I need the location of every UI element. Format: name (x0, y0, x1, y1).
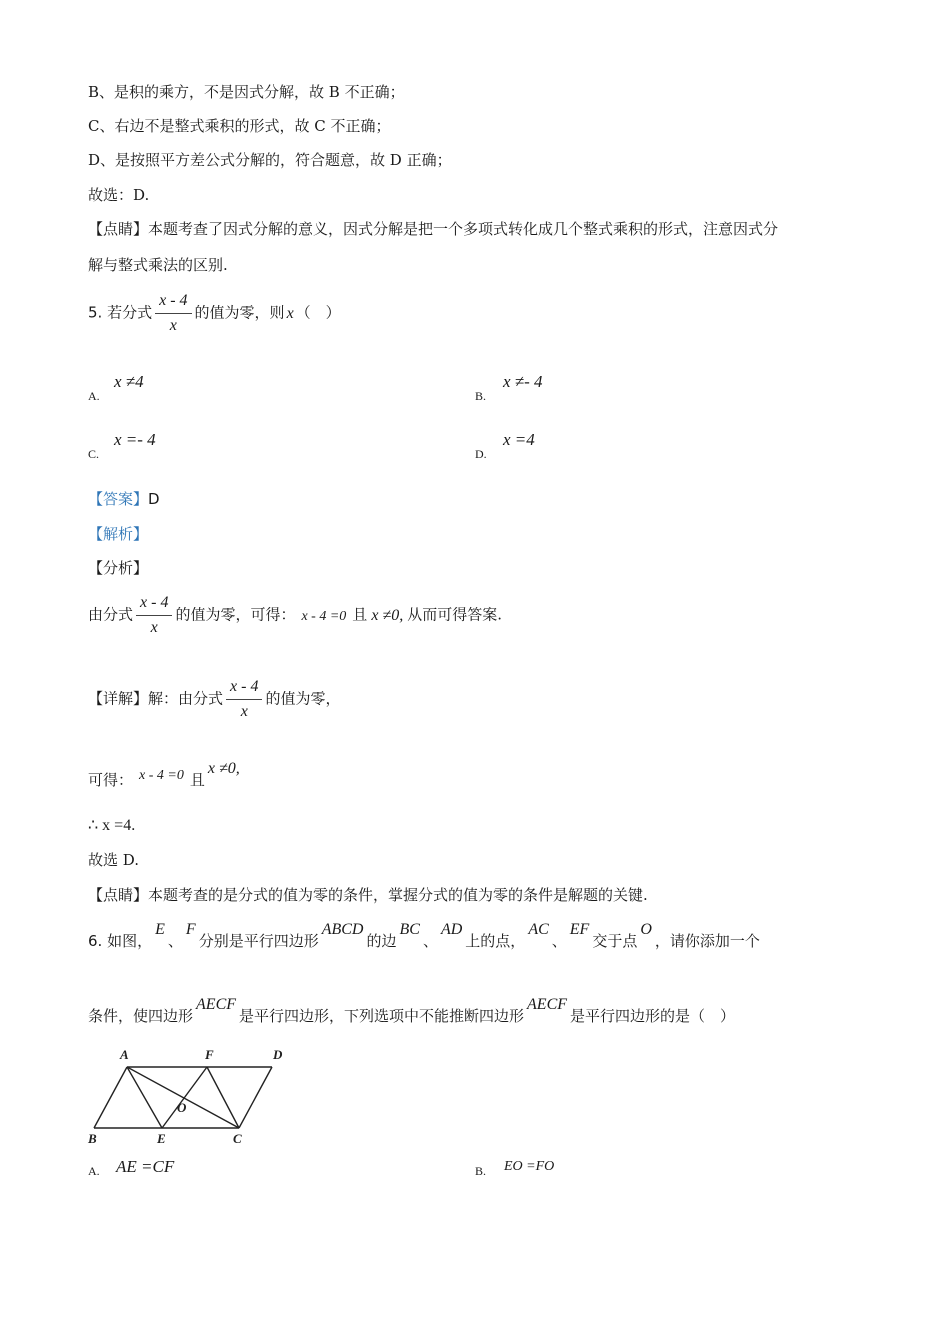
q6-text: ，请你添加一个 (654, 932, 760, 950)
option-a-label: A. (88, 389, 100, 403)
option-a-label: A. (88, 1164, 100, 1178)
fenxi-tag: 【分析】 (88, 559, 149, 577)
fenxi-prefix: 由分式 (88, 605, 134, 624)
question-6-line-2 (88, 996, 736, 1028)
fenxi-and: 且 (352, 605, 368, 624)
option-a-expr: x ≠4 (114, 372, 144, 391)
kede-and: 且 (189, 771, 205, 789)
option-c-label: C. (88, 447, 100, 461)
quad-aecf: AECF (527, 996, 568, 1013)
kede-equation: x - 4 =0 (139, 768, 184, 783)
kede-inequality: x ≠0, (207, 760, 240, 777)
fraction-denominator: x (240, 703, 248, 720)
option-b-label: B. (475, 389, 487, 403)
label-a: A (120, 1047, 129, 1062)
fraction-numerator: x - 4 (155, 290, 191, 314)
separator: 、 (422, 932, 438, 950)
question-5 (88, 290, 341, 337)
parallelogram-abcd: ABCD (321, 921, 364, 938)
kede-line (88, 760, 243, 792)
separator: 、 (551, 932, 567, 950)
point-o: O (640, 921, 652, 938)
answer-line-d: D、是按照平方差公式分解的，符合题意，故 D 正确； (88, 151, 452, 169)
fraction (136, 592, 172, 639)
q6-text: 交于点 (592, 932, 638, 950)
dianjing-line-1: 【点睛】本题考查了因式分解的意义，因式分解是把一个多项式转化成几个整式乘积的形式，注意因式分 (88, 220, 779, 238)
label-d: D (273, 1047, 283, 1062)
label-e: E (157, 1131, 166, 1146)
q5-choose: 故选 D. (88, 851, 140, 869)
question-6-line-1 (88, 921, 760, 953)
answer-line-b: B、是积的乘方，不是因式分解，故 B 不正确； (88, 83, 405, 101)
jiexi-tag: 【解析】 (88, 525, 149, 543)
q6-text: 上的点， (465, 932, 526, 950)
fraction (226, 676, 262, 723)
answer-line (88, 489, 160, 509)
question-number: 6. (88, 932, 103, 950)
fraction-denominator: x (150, 619, 158, 636)
answer-value: D (148, 490, 160, 508)
point-f: F (185, 921, 196, 938)
fraction-numerator: x - 4 (226, 676, 262, 700)
side-ad: AD (440, 921, 463, 938)
fenxi-suffix: 从而可得答案. (407, 605, 502, 624)
quad-aecf: AECF (196, 996, 237, 1013)
option-b-expr: EO =FO (504, 1159, 555, 1174)
kede-label: 可得： (88, 771, 134, 789)
fenxi-equation: x - 4 =0 (301, 608, 347, 624)
xiangjie-text: 解：由分式 (148, 689, 224, 708)
segment-ef: EF (569, 921, 590, 938)
answer-line-c: C、右边不是整式乘积的形式，故 C 不正确； (88, 117, 391, 135)
q6-text: 条件，使四边形 (88, 1007, 194, 1025)
q6-text: 分别是平行四边形 (198, 932, 319, 950)
label-b: B (88, 1131, 97, 1146)
answer-tag: 【答案】 (88, 490, 149, 508)
q6-text: 是平行四边形，下列选项中不能推断四边形 (239, 1007, 525, 1025)
option-b-expr: x ≠- 4 (503, 372, 543, 391)
label-c: C (233, 1131, 242, 1146)
option-a-expr: AE =CF (116, 1157, 175, 1176)
parallelogram-figure (84, 1044, 294, 1150)
side-dc-line (239, 1067, 272, 1128)
fenxi-inequality: x ≠0, (371, 606, 404, 624)
q5-text-after: 的值为零，则 (194, 303, 285, 322)
question-number: 5. (88, 303, 103, 322)
xiangjie-line (88, 676, 340, 723)
q6-text: 是平行四边形的是（ ） (570, 1007, 736, 1025)
side-bc: BC (399, 921, 420, 938)
side-ab-line (94, 1067, 127, 1128)
q6-text: 的边 (366, 932, 397, 950)
q5-var: x (286, 304, 294, 322)
segment-ac: AC (528, 921, 549, 938)
q5-dianjing: 【点睛】本题考查的是分式的值为零的条件，掌握分式的值为零的条件是解题的关键. (88, 886, 648, 904)
dianjing-line-2: 解与整式乘法的区别. (88, 256, 228, 274)
q5-paren: （ ） (295, 303, 341, 322)
fraction-numerator: x - 4 (136, 592, 172, 616)
fraction-denominator: x (169, 317, 177, 334)
xiangjie-after: 的值为零， (265, 689, 341, 708)
segment-fe-line (162, 1067, 207, 1128)
label-o: O (177, 1100, 187, 1115)
fraction (155, 290, 191, 337)
label-f: F (205, 1047, 214, 1062)
separator: 、 (167, 932, 183, 950)
q5-text-before: 若分式 (107, 303, 153, 322)
option-d-expr: x =4 (503, 430, 535, 449)
option-d-label: D. (475, 447, 487, 461)
option-b-label: B. (475, 1164, 487, 1178)
point-e: E (155, 921, 165, 938)
option-c-expr: x =- 4 (114, 430, 156, 449)
q6-text: 如图， (107, 932, 153, 950)
xiangjie-tag: 【详解】 (88, 689, 149, 708)
fenxi-mid: 的值为零，可得： (175, 605, 296, 624)
answer-choose: 故选：D. (88, 186, 150, 204)
therefore-line: ∴ x =4. (88, 817, 136, 834)
fenxi-line (88, 592, 502, 639)
